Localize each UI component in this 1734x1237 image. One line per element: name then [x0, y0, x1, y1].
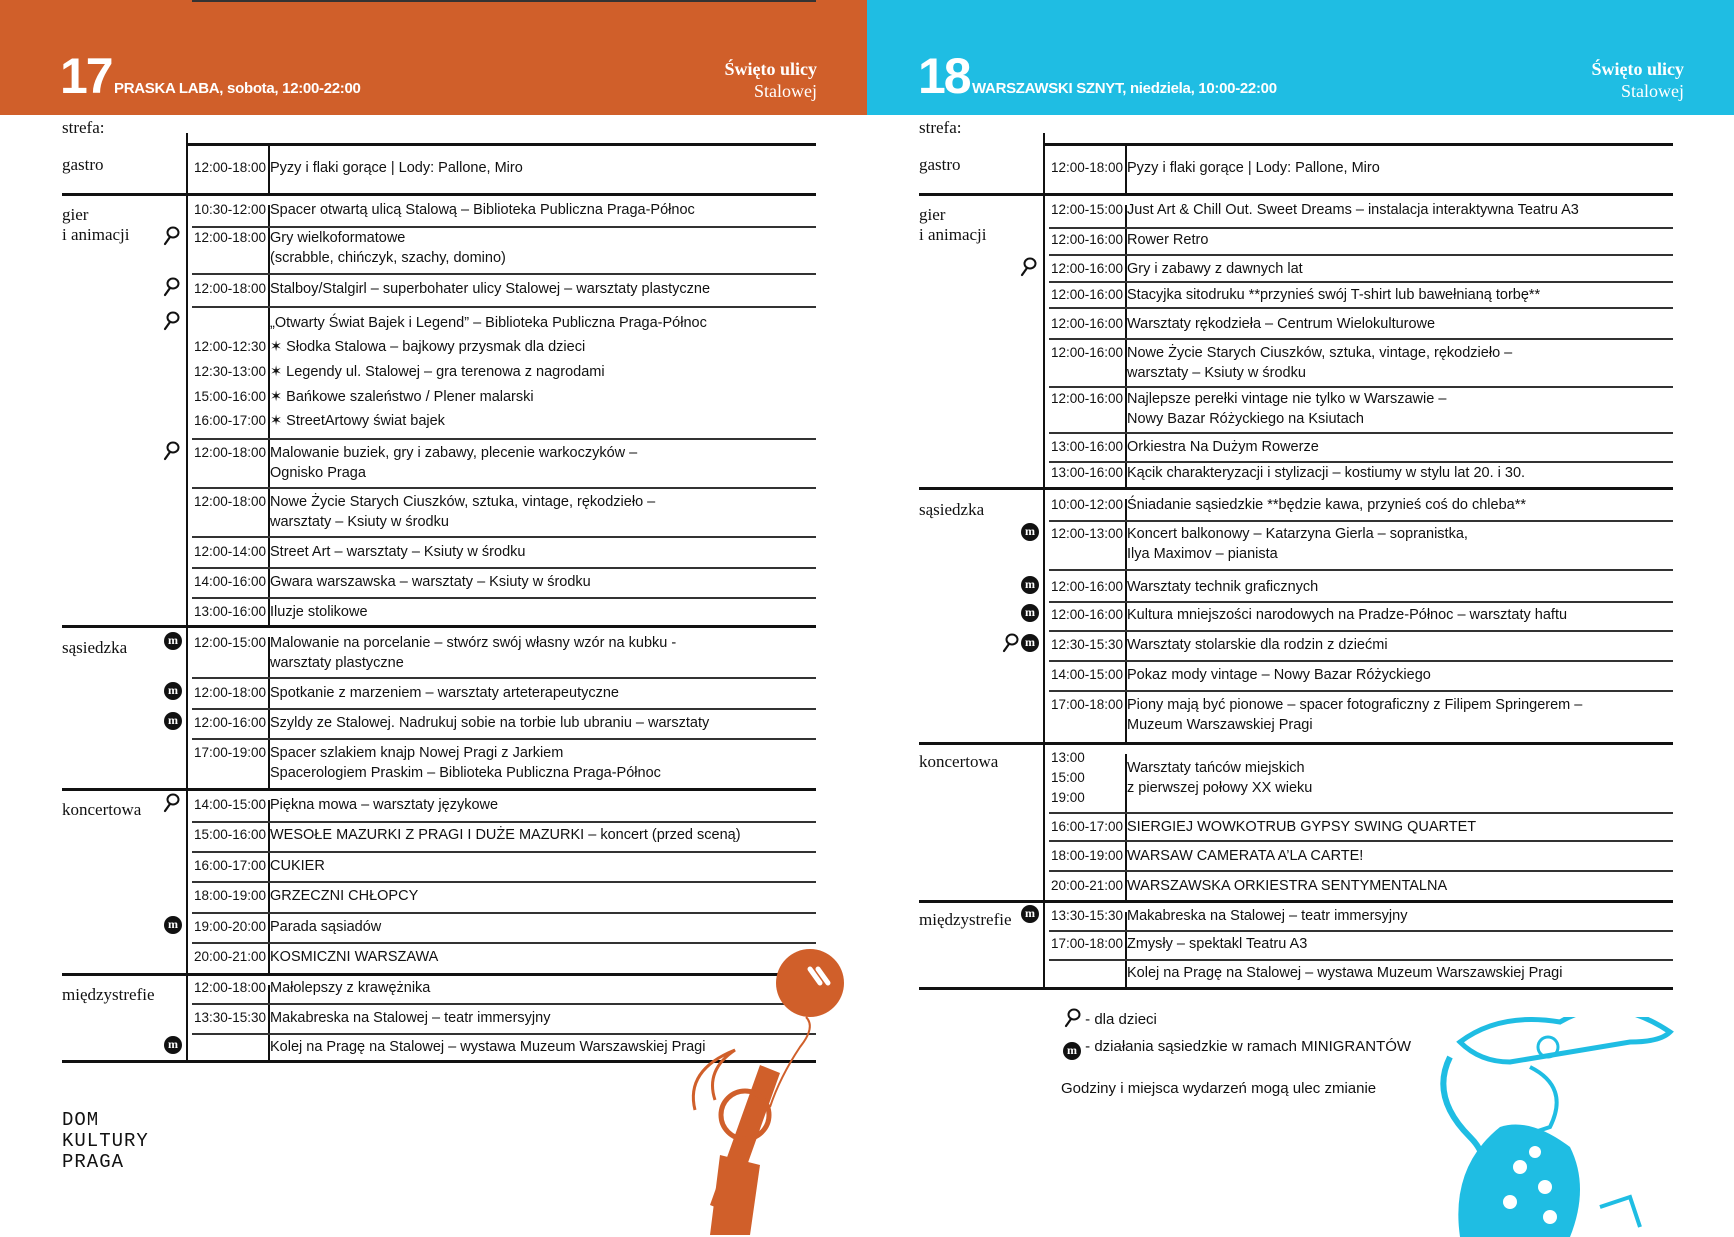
event-title: Gry i zabawy z dawnych lat	[1127, 261, 1303, 277]
minigrant-m-icon: m	[164, 1036, 182, 1054]
event-title: Rower Retro	[1127, 232, 1209, 248]
event-title: Makabreska na Stalowej – teatr immersyjny	[1127, 908, 1408, 924]
event-time: 12:00-16:00	[1051, 579, 1124, 594]
day-number: 17	[60, 48, 112, 104]
kids-icon	[1063, 1008, 1081, 1028]
event-time: 12:00-16:00	[1051, 232, 1124, 247]
event-time: 16:00-17:00	[1051, 819, 1124, 834]
balloon-boy-illustration	[640, 945, 870, 1235]
logo-line-1: DOM	[62, 1109, 100, 1131]
brand-line-1: Święto ulicy	[724, 59, 817, 79]
event-title: ✶ StreetArtowy świat bajek	[270, 413, 445, 429]
event-title: Koncert balkonowy – Katarzyna Gierla – sopranistka, Ilya Maximov – pianista	[1127, 526, 1468, 562]
event-time: 12:00-13:00	[1051, 526, 1124, 541]
legend-kids-label: - dla dzieci	[1085, 1011, 1157, 1028]
strefa-label: strefa:	[62, 118, 105, 137]
event-time: 13:30-15:30	[194, 1010, 267, 1025]
event-time: 14:00-15:00	[194, 797, 267, 812]
event-time: 10:00-12:00	[1051, 497, 1124, 512]
event-title: Parada sąsiadów	[270, 919, 382, 935]
event-time: 12:00-16:00	[1051, 261, 1124, 276]
event-time: 12:00-16:00	[1051, 345, 1124, 360]
logo-line-3: PRAGA	[62, 1151, 125, 1173]
day-label: PRASKA LABA, sobota, 12:00-22:00	[114, 80, 361, 97]
event-title: WARSZAWSKA ORKIESTRA SENTYMENTALNA	[1127, 878, 1448, 894]
kids-icon	[162, 277, 180, 295]
minigrant-m-icon: m	[1021, 634, 1039, 652]
event-title: Pyzy i flaki gorące | Lody: Pallone, Miro	[270, 160, 523, 176]
event-title: Pokaz mody vintage – Nowy Bazar Różyckiego	[1127, 667, 1431, 683]
minigrant-m-icon: m	[1021, 905, 1039, 923]
event-time: 12:00-18:00	[194, 980, 267, 995]
event-title: Makabreska na Stalowej – teatr immersyjny	[270, 1010, 551, 1026]
event-time: 13:00-16:00	[1051, 439, 1124, 454]
minigrant-m-icon: m	[164, 682, 182, 700]
brand-line-2: Stalowej	[754, 81, 817, 101]
event-title: Gwara warszawska – warsztaty – Ksiuty w środku	[270, 574, 591, 590]
hat-lady-illustration	[1440, 1017, 1700, 1237]
event-time: 10:30-12:00	[194, 202, 267, 217]
event-time: 18:00-19:00	[194, 888, 267, 903]
event-title: Pyzy i flaki gorące | Lody: Pallone, Miro	[1127, 160, 1380, 176]
kids-icon	[162, 441, 180, 459]
event-title: Spotkanie z marzeniem – warsztaty arteterapeutyczne	[270, 685, 619, 701]
kids-icon	[162, 311, 180, 329]
legend-minigrants	[1063, 1038, 1411, 1060]
event-time: 12:00-14:00	[194, 544, 267, 559]
kids-icon	[162, 226, 180, 244]
event-time: 12:00-18:00	[1051, 160, 1124, 175]
event-title: SIERGIEJ WOWKOTRUB GYPSY SWING QUARTET	[1127, 819, 1477, 835]
change-notice: Godziny i miejsca wydarzeń mogą ulec zmianie	[1061, 1080, 1377, 1097]
minigrant-m-icon: m	[1063, 1042, 1081, 1060]
logo-line-2: KULTURY	[62, 1130, 149, 1152]
event-time: 12:30-15:30	[1051, 637, 1124, 652]
event-title: Spacer szlakiem knajp Nowej Pragi z Jarkiem Spacerologiem Praskim – Biblioteka Publiczna Praga-Północ	[270, 745, 661, 781]
event-title: Iluzje stolikowe	[270, 604, 368, 620]
zone-name: sąsiedzka	[62, 638, 128, 657]
event-time: 12:00-15:00	[1051, 202, 1124, 217]
event-title: GRZECZNI CHŁOPCY	[270, 888, 419, 904]
event-title: Kolej na Pragę na Stalowej – wystawa Muzeum Warszawskiej Pragi	[1127, 965, 1563, 981]
zone-name: koncertowa	[919, 752, 999, 771]
legend-minigrants-label: - działania sąsiedzkie w ramach MINIGRANTÓW	[1085, 1038, 1412, 1055]
event-time: 13:00-16:00	[1051, 465, 1124, 480]
event-time: 14:00-16:00	[194, 574, 267, 589]
event-time: 12:00-18:00	[194, 160, 267, 175]
event-title: Just Art & Chill Out. Sweet Dreams – instalacja interaktywna Teatru A3	[1127, 202, 1579, 218]
event-time: 12:00-18:00	[194, 281, 267, 296]
event-title: Warsztaty stolarskie dla rodzin z dziećmi	[1127, 637, 1388, 653]
event-title: Malowanie buziek, gry i zabawy, plecenie warkoczyków – Ognisko Praga	[270, 445, 638, 481]
zone-name: gastro	[919, 155, 961, 174]
event-time: 16:00-17:00	[194, 858, 267, 873]
kids-icon	[1019, 257, 1037, 275]
brand-line-2: Stalowej	[1621, 81, 1684, 101]
event-time: 12:00-18:00	[194, 230, 267, 245]
event-time: 14:00-15:00	[1051, 667, 1124, 682]
zone-name: gier i animacji	[919, 205, 987, 244]
event-title: Orkiestra Na Dużym Rowerze	[1127, 439, 1319, 455]
zone-name: gastro	[62, 155, 104, 174]
event-title: „Otwarty Świat Bajek i Legend” – Biblioteka Publiczna Praga-Północ	[270, 315, 707, 331]
event-title: Kącik charakteryzacji i stylizacji – kostiumy w stylu lat 20. i 30.	[1127, 465, 1526, 481]
event-time: 17:00-19:00	[194, 745, 267, 760]
event-title: ✶ Słodka Stalowa – bajkowy przysmak dla dzieci	[270, 339, 586, 355]
event-title: WARSAW CAMERATA A’LA CARTE!	[1127, 848, 1364, 864]
minigrant-m-icon: m	[164, 632, 182, 650]
event-title: Stacyjka sitodruku **przynieś swój T-shirt lub bawełnianą torbę**	[1127, 287, 1541, 303]
event-time: 13:30-15:30	[1051, 908, 1124, 923]
minigrant-m-icon: m	[1021, 576, 1039, 594]
zone-name: gier i animacji	[62, 205, 130, 244]
event-title: Piony mają być pionowe – spacer fotograficzny z Filipem Springerem – Muzeum Warszawskiej Pragi	[1127, 697, 1583, 733]
event-title: CUKIER	[270, 858, 325, 874]
event-time: 12:00-18:00	[194, 445, 267, 460]
event-time: 12:00-16:00	[1051, 391, 1124, 406]
legend-kids	[1063, 1008, 1157, 1028]
zone-name: międzystrefie	[919, 910, 1012, 929]
event-title: Malowanie na porcelanie – stwórz swój własny wzór na kubku - warsztaty plastyczne	[270, 635, 677, 671]
event-title: Kultura mniejszości narodowych na Pradze-Północ – warsztaty haftu	[1127, 607, 1568, 623]
event-time: 12:00-18:00	[194, 494, 267, 509]
event-time: 12:00-16:00	[194, 715, 267, 730]
event-title: Stalboy/Stalgirl – superbohater ulicy Stalowej – warsztaty plastyczne	[270, 281, 711, 297]
event-title: Spacer otwartą ulicą Stalową – Biblioteka Publiczna Praga-Północ	[270, 202, 695, 218]
minigrant-m-icon: m	[1021, 523, 1039, 541]
event-title: Małolepszy z krawężnika	[270, 980, 431, 996]
event-title: Warsztaty technik graficznych	[1127, 579, 1319, 595]
event-title: ✶ Legendy ul. Stalowej – gra terenowa z nagrodami	[270, 364, 605, 380]
event-time: 20:00-21:00	[1051, 878, 1124, 893]
zone-name: międzystrefie	[62, 985, 155, 1004]
event-title: Zmysły – spektakl Teatru A3	[1127, 936, 1308, 952]
event-time: 12:00-16:00	[1051, 316, 1124, 331]
event-time: 17:00-18:00	[1051, 936, 1124, 951]
strefa-label: strefa:	[919, 118, 962, 137]
zone-name: koncertowa	[62, 800, 142, 819]
minigrant-m-icon: m	[164, 712, 182, 730]
kids-icon	[162, 793, 180, 811]
event-title: Warsztaty tańców miejskich z pierwszej połowy XX wieku	[1127, 760, 1313, 796]
event-time: 12:00-12:30	[194, 339, 267, 354]
minigrant-m-icon: m	[164, 916, 182, 934]
zone-name: sąsiedzka	[919, 500, 985, 519]
event-title: Najlepsze perełki vintage nie tylko w Warszawie – Nowy Bazar Różyckiego na Ksiutach	[1127, 391, 1447, 427]
event-time: 12:00-16:00	[1051, 607, 1124, 622]
event-title: Nowe Życie Starych Ciuszków, sztuka, vintage, rękodzieło – warsztaty – Ksiuty w środku	[270, 494, 656, 530]
event-time: 19:00-20:00	[194, 919, 267, 934]
brand-line-1: Święto ulicy	[1591, 59, 1684, 79]
event-time: 16:00-17:00	[194, 413, 267, 428]
event-time: 17:00-18:00	[1051, 697, 1124, 712]
event-title: Gry wielkoformatowe (scrabble, chińczyk, szachy, domino)	[270, 230, 506, 266]
event-title: Szyldy ze Stalowej. Nadrukuj sobie na torbie lub ubraniu – warsztaty	[270, 715, 710, 731]
event-title: Kolej na Pragę na Stalowej – wystawa Muzeum Warszawskiej Pragi	[270, 1039, 706, 1055]
event-time: 12:00-18:00	[194, 685, 267, 700]
event-time: 15:00-16:00	[194, 389, 267, 404]
event-time: 20:00-21:00	[194, 949, 267, 964]
event-title: ✶ Bańkowe szaleństwo / Plener malarski	[270, 389, 534, 405]
day-number: 18	[918, 48, 970, 104]
kids-icon	[1001, 633, 1019, 651]
event-time: 12:00-16:00	[1051, 287, 1124, 302]
event-time: 12:30-13:00	[194, 364, 267, 379]
day-label: WARSZAWSKI SZNYT, niedziela, 10:00-22:00	[972, 80, 1277, 97]
event-title: WESOŁE MAZURKI Z PRAGI I DUŻE MAZURKI – koncert (przed sceną)	[270, 827, 741, 843]
event-title: Śniadanie sąsiedzkie **będzie kawa, przynieś coś do chleba**	[1127, 497, 1526, 513]
event-time: 18:00-19:00	[1051, 848, 1124, 863]
event-time: 12:00-15:00	[194, 635, 267, 650]
event-time: 15:00-16:00	[194, 827, 267, 842]
event-time: 13:00-16:00	[194, 604, 267, 619]
minigrant-m-icon: m	[1021, 604, 1039, 622]
event-title: KOSMICZNI WARSZAWA	[270, 949, 439, 965]
dom-kultury-praga-logo	[62, 1110, 149, 1173]
event-title: Piękna mowa – warsztaty językowe	[270, 797, 499, 813]
event-title: Warsztaty rękodzieła – Centrum Wielokulturowe	[1127, 316, 1436, 332]
event-title: Nowe Życie Starych Ciuszków, sztuka, vintage, rękodzieło – warsztaty – Ksiuty w środku	[1127, 345, 1513, 381]
event-time: 13:00 15:00 19:00	[1051, 750, 1085, 805]
event-title: Street Art – warsztaty – Ksiuty w środku	[270, 544, 526, 560]
